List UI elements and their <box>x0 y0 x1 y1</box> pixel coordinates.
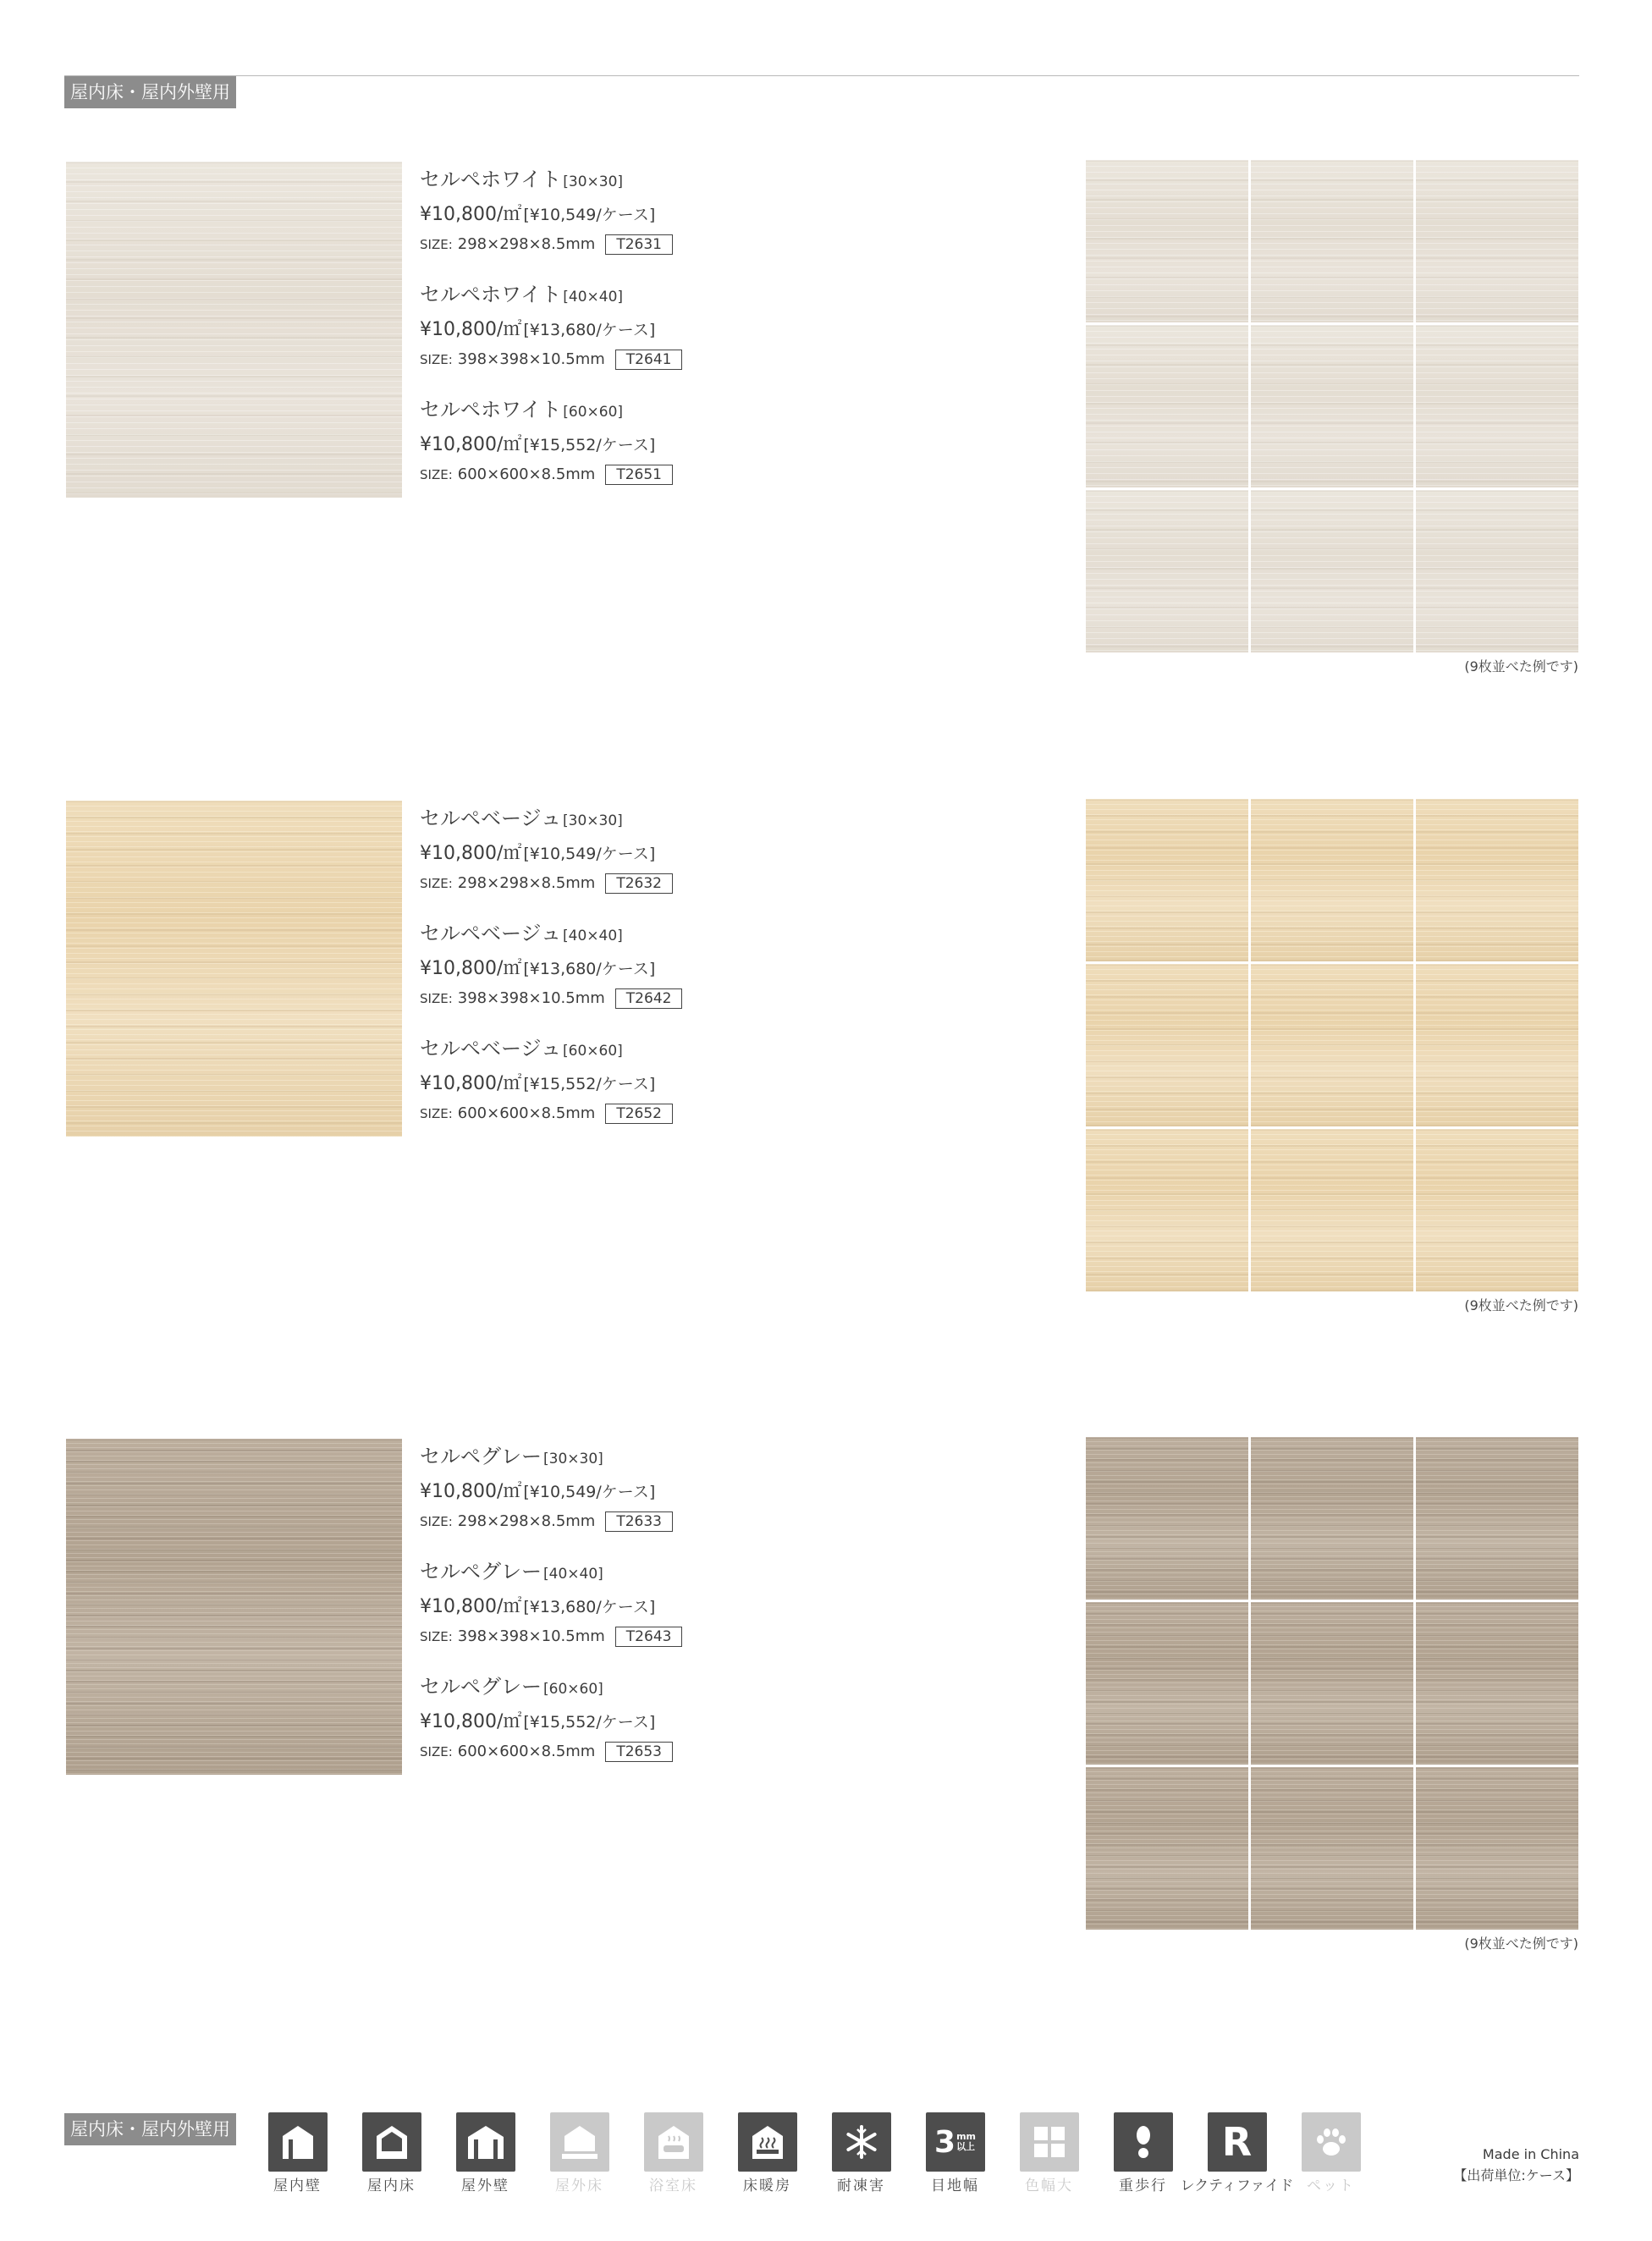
size-value: 298×298×8.5mm <box>457 874 596 892</box>
price-per-sqm: ¥10,800/㎡ <box>420 204 522 225</box>
usage-item-outdoor-wall <box>438 2112 532 2195</box>
frost-resistance-icon <box>832 2112 891 2172</box>
product-info <box>420 1444 894 1789</box>
price-per-sqm: ¥10,800/㎡ <box>420 1481 522 1502</box>
name-text: セルペグレー <box>420 1445 542 1468</box>
tile <box>1416 490 1578 652</box>
price-per-sqm: ¥10,800/㎡ <box>420 1073 522 1094</box>
tile <box>1251 160 1413 322</box>
product-name <box>420 1444 894 1472</box>
icon-label: 目地幅 <box>931 2178 979 2194</box>
tile <box>1251 490 1413 652</box>
product-size <box>420 349 894 371</box>
tile <box>1086 1129 1248 1291</box>
product-price <box>420 1710 894 1735</box>
product-price <box>420 1071 894 1097</box>
tile <box>1086 1602 1248 1765</box>
tile <box>1416 325 1578 487</box>
product-name <box>420 806 894 834</box>
size-value: 398×398×10.5mm <box>457 350 605 368</box>
usage-item-floor-heating <box>720 2112 814 2195</box>
tile-swatch-grey <box>66 1439 402 1775</box>
product-code: T2653 <box>605 1742 673 1762</box>
usage-item-heavy-walking <box>1096 2112 1190 2195</box>
price-per-case: [¥13,680/ケース] <box>523 960 656 978</box>
product-variant <box>420 1559 894 1674</box>
tile-swatch-white <box>66 162 402 498</box>
joint-width-unit-group <box>956 2132 976 2152</box>
size-label: SIZE: <box>420 1744 453 1759</box>
product-code: T2631 <box>605 234 673 255</box>
indoor-wall-icon <box>268 2112 328 2172</box>
size-value: 298×298×8.5mm <box>457 1512 596 1530</box>
tile <box>1251 1602 1413 1765</box>
dimension-text: [40×40] <box>563 928 623 944</box>
product-price <box>420 1479 894 1505</box>
icon-label: レクティファイド <box>1180 2178 1294 2194</box>
usage-item-outdoor-floor <box>532 2112 626 2195</box>
tile <box>1086 799 1248 961</box>
size-value: 398×398×10.5mm <box>457 1627 605 1645</box>
product-variant <box>420 167 894 282</box>
usage-icon-legend <box>251 2112 1378 2195</box>
product-price <box>420 956 894 982</box>
product-section-beige <box>0 801 1652 1325</box>
tile <box>1416 799 1578 961</box>
product-size <box>420 873 894 895</box>
product-price <box>420 202 894 228</box>
product-name <box>420 1559 894 1587</box>
product-price <box>420 432 894 458</box>
dimension-text: [30×30] <box>543 1451 603 1467</box>
joint-width-unit: mm <box>956 2131 976 2142</box>
icon-label: 屋外床 <box>555 2178 603 2194</box>
bathroom-floor-icon <box>644 2112 703 2172</box>
size-value: 600×600×8.5mm <box>457 1743 596 1760</box>
tile <box>1416 1437 1578 1600</box>
dimension-text: [30×30] <box>563 173 624 190</box>
size-value: 398×398×10.5mm <box>457 989 605 1007</box>
tile-layout-example <box>1086 160 1578 652</box>
usage-item-frost-resistance <box>814 2112 908 2195</box>
size-label: SIZE: <box>420 237 453 252</box>
size-label: SIZE: <box>420 1106 453 1121</box>
joint-width-icon <box>926 2112 985 2172</box>
tile <box>1416 964 1578 1126</box>
tile <box>1416 1129 1578 1291</box>
product-size <box>420 988 894 1010</box>
price-per-case: [¥15,552/ケース] <box>523 1713 656 1732</box>
product-info <box>420 806 894 1151</box>
product-section-white <box>0 162 1652 686</box>
product-name <box>420 921 894 949</box>
rectified-icon <box>1208 2112 1267 2172</box>
name-text: セルペベージュ <box>420 807 562 830</box>
name-text: セルペグレー <box>420 1560 542 1583</box>
color-variation-icon <box>1020 2112 1079 2172</box>
tile <box>1416 1602 1578 1765</box>
product-code: T2633 <box>605 1511 673 1532</box>
product-size <box>420 1103 894 1125</box>
size-label: SIZE: <box>420 991 453 1006</box>
tile <box>1251 1437 1413 1600</box>
usage-item-color-variation <box>1002 2112 1096 2195</box>
tile <box>1086 964 1248 1126</box>
price-per-case: [¥15,552/ケース] <box>523 1075 656 1093</box>
product-info <box>420 167 894 512</box>
dimension-text: [60×60] <box>563 404 624 421</box>
footer-category-label: 屋内床・屋内外壁用 <box>64 2113 236 2145</box>
name-text: セルペベージュ <box>420 922 562 945</box>
heavy-walking-icon <box>1114 2112 1173 2172</box>
price-per-case: [¥10,549/ケース] <box>523 845 656 863</box>
tile <box>1251 1129 1413 1291</box>
name-text: セルペグレー <box>420 1675 542 1699</box>
product-code: T2643 <box>615 1627 683 1647</box>
shipping-unit-text: 【出荷単位:ケース】 <box>1453 2167 1579 2183</box>
floor-heating-icon <box>738 2112 797 2172</box>
icon-label: 床暖房 <box>743 2178 791 2194</box>
tile <box>1251 799 1413 961</box>
price-per-case: [¥15,552/ケース] <box>523 436 656 454</box>
size-label: SIZE: <box>420 876 453 891</box>
usage-item-joint-width <box>908 2112 1002 2195</box>
product-name <box>420 1036 894 1064</box>
dimension-text: [40×40] <box>543 1566 603 1583</box>
product-section-grey <box>0 1439 1652 1963</box>
tile <box>1416 160 1578 322</box>
price-per-sqm: ¥10,800/㎡ <box>420 1596 522 1617</box>
price-per-sqm: ¥10,800/㎡ <box>420 958 522 979</box>
product-variant <box>420 1036 894 1151</box>
product-name <box>420 167 894 195</box>
dimension-text: [40×40] <box>563 289 624 306</box>
icon-label: 浴室床 <box>649 2178 697 2194</box>
icon-label: 耐凍害 <box>837 2178 885 2194</box>
name-text: セルペベージュ <box>420 1037 562 1060</box>
product-code: T2641 <box>615 350 683 370</box>
tile <box>1416 1767 1578 1930</box>
dimension-text: [60×60] <box>543 1681 603 1698</box>
top-divider <box>64 75 1579 76</box>
outdoor-wall-icon <box>456 2112 515 2172</box>
usage-item-indoor-wall <box>251 2112 344 2195</box>
product-code: T2632 <box>605 873 673 894</box>
dimension-text: [30×30] <box>563 812 623 829</box>
product-variant <box>420 397 894 512</box>
product-size <box>420 1626 894 1648</box>
joint-width-qualifier: 以上 <box>956 2141 976 2152</box>
icon-label: 屋内床 <box>367 2178 416 2194</box>
product-name <box>420 1674 894 1702</box>
price-per-case: [¥13,680/ケース] <box>523 1598 656 1616</box>
joint-width-value <box>934 2125 976 2160</box>
origin-text: Made in China <box>1482 2146 1579 2162</box>
product-price <box>420 317 894 343</box>
size-value: 600×600×8.5mm <box>457 1104 596 1122</box>
tile <box>1086 490 1248 652</box>
price-per-sqm: ¥10,800/㎡ <box>420 319 522 340</box>
price-per-case: [¥10,549/ケース] <box>523 206 656 224</box>
dimension-text: [60×60] <box>563 1043 623 1060</box>
pet-icon <box>1302 2112 1361 2172</box>
layout-caption: (9枚並べた例です) <box>1464 658 1578 675</box>
usage-item-rectified <box>1180 2112 1294 2195</box>
product-price <box>420 1594 894 1620</box>
icon-label: 色幅大 <box>1025 2178 1073 2194</box>
product-name <box>420 282 894 310</box>
product-size <box>420 464 894 486</box>
size-label: SIZE: <box>420 1514 453 1529</box>
usage-item-bathroom-floor <box>626 2112 720 2195</box>
indoor-floor-icon <box>362 2112 421 2172</box>
category-label: 屋内床・屋内外壁用 <box>64 76 236 108</box>
size-value: 298×298×8.5mm <box>457 235 596 253</box>
product-variant <box>420 282 894 397</box>
layout-caption: (9枚並べた例です) <box>1464 1935 1578 1952</box>
product-code: T2652 <box>605 1104 673 1124</box>
tile-swatch-beige <box>66 801 402 1137</box>
name-text: セルペホワイト <box>420 398 562 421</box>
rectified-letter: R <box>1221 2119 1253 2165</box>
name-text: セルペホワイト <box>420 168 562 191</box>
product-variant <box>420 1444 894 1559</box>
tile <box>1086 1437 1248 1600</box>
price-per-case: [¥13,680/ケース] <box>523 321 656 339</box>
product-code: T2651 <box>605 465 673 485</box>
joint-width-number: 3 <box>934 2124 956 2160</box>
size-label: SIZE: <box>420 352 453 367</box>
product-name <box>420 397 894 425</box>
price-per-sqm: ¥10,800/㎡ <box>420 843 522 864</box>
product-variant <box>420 1674 894 1789</box>
size-label: SIZE: <box>420 467 453 482</box>
icon-label: 重歩行 <box>1119 2178 1167 2194</box>
footer-info <box>1354 2144 1579 2186</box>
product-variant <box>420 921 894 1036</box>
tile <box>1086 160 1248 322</box>
icon-label: ペット <box>1307 2178 1355 2194</box>
price-per-sqm: ¥10,800/㎡ <box>420 434 522 455</box>
usage-item-indoor-floor <box>344 2112 438 2195</box>
tile <box>1251 325 1413 487</box>
tile-layout-example <box>1086 1437 1578 1930</box>
outdoor-floor-icon <box>550 2112 609 2172</box>
layout-caption: (9枚並べた例です) <box>1464 1297 1578 1313</box>
price-per-sqm: ¥10,800/㎡ <box>420 1711 522 1732</box>
tile-layout-example <box>1086 799 1578 1291</box>
product-code: T2642 <box>615 988 683 1009</box>
tile <box>1251 1767 1413 1930</box>
icon-label: 屋内壁 <box>273 2178 322 2194</box>
tile <box>1086 1767 1248 1930</box>
tile <box>1251 964 1413 1126</box>
size-label: SIZE: <box>420 1629 453 1644</box>
icon-label: 屋外壁 <box>461 2178 509 2194</box>
product-variant <box>420 806 894 921</box>
product-size <box>420 1741 894 1763</box>
price-per-case: [¥10,549/ケース] <box>523 1483 656 1501</box>
product-size <box>420 1511 894 1533</box>
name-text: セルペホワイト <box>420 283 562 306</box>
product-price <box>420 841 894 867</box>
product-size <box>420 234 894 256</box>
size-value: 600×600×8.5mm <box>457 465 596 483</box>
tile <box>1086 325 1248 487</box>
